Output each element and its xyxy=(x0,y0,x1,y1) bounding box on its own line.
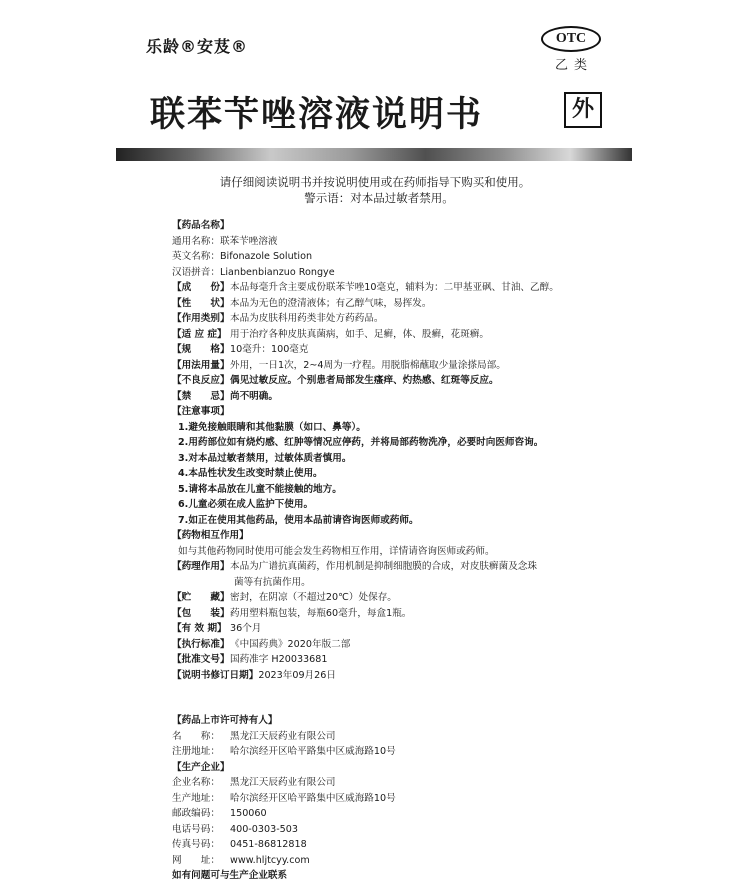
precaution-item: 5.请将本品放在儿童不能接触的地方。 xyxy=(178,483,342,495)
indication-text: 用于治疗各种皮肤真菌病，如手、足癣，体、股癣，花斑癣。 xyxy=(230,328,490,340)
spec-row xyxy=(172,342,628,358)
section-interaction: 【药物相互作用】 xyxy=(172,530,249,541)
holder-address: 哈尔滨经开区哈平路集中区威海路10号 xyxy=(230,746,396,757)
mfr-web: www.hljtcyy.com xyxy=(230,854,310,866)
pharmacology-text: 本品为广谱抗真菌药，作用机制是抑制细胞膜的合成，对皮肤癣菌及念珠 xyxy=(230,561,537,572)
brand-logo: 乐龄®安芨® xyxy=(146,37,249,56)
section-manufacturer: 【生产企业】 xyxy=(172,761,230,773)
approval-label: 【批准文号】 xyxy=(172,654,230,665)
precaution-item: 1.避免接触眼睛和其他黏膜（如口、鼻等）。 xyxy=(178,421,366,433)
mfr-postcode: 150060 xyxy=(230,808,267,819)
adverse-text: 偶见过敏反应。个别患者局部发生瘙痒、灼热感、红斑等反应。 xyxy=(230,375,499,386)
mfr-company-row xyxy=(172,775,628,791)
character-row xyxy=(172,296,628,312)
storage-label: 【贮 藏】 xyxy=(172,592,230,603)
adverse-label: 【不良反应】 xyxy=(172,375,230,386)
mfr-address-label: 生产地址： xyxy=(172,792,220,804)
precaution-item: 3.对本品过敏者禁用，过敏体质者慎用。 xyxy=(178,452,352,464)
package-text: 药用塑料瓶包装，每瓶60毫升，每盒1瓶。 xyxy=(230,607,412,619)
usage-row xyxy=(172,358,628,374)
storage-row xyxy=(172,590,628,606)
indication-row xyxy=(172,327,628,343)
character-text: 本品为无色的澄清液体；有乙醇气味，易挥发。 xyxy=(230,297,432,309)
section-precautions: 【注意事项】 xyxy=(172,406,230,417)
spec-label: 【规 格】 xyxy=(172,344,230,355)
composition-text: 本品每毫升含主要成份联苯苄唑10毫克，辅料为：二甲基亚砜、甘油、乙醇。 xyxy=(230,282,559,293)
composition-label: 【成 份】 xyxy=(172,282,230,293)
validity-row xyxy=(172,621,628,637)
precaution-item: 2.用药部位如有烧灼感、红肿等情况应停药，并将局部药物洗净，必要时向医师咨询。 xyxy=(178,437,544,448)
otc-class: 乙类 xyxy=(554,58,593,73)
package-label: 【包 装】 xyxy=(172,607,230,619)
mfr-phone-label: 电话号码： xyxy=(172,823,220,835)
spec-text: 10毫升：100毫克 xyxy=(230,344,309,355)
spacer xyxy=(172,683,628,698)
external-use-mark: 外 xyxy=(564,92,602,128)
mfr-fax-label: 传真号码： xyxy=(172,839,220,850)
mfr-address: 哈尔滨经开区哈平路集中区威海路10号 xyxy=(230,792,396,804)
mfr-contact-note: 如有问题可与生产企业联系 xyxy=(172,870,288,881)
mfr-fax-row xyxy=(172,837,628,853)
mfr-company: 黑龙江天辰药业有限公司 xyxy=(230,777,336,788)
storage-text: 密封，在阴凉（不超过20℃）处保存。 xyxy=(230,592,397,603)
validity-label: 【有 效 期】 xyxy=(172,623,227,634)
category-text: 本品为皮肤科用药类非处方药药品。 xyxy=(230,313,384,324)
english-name: 英文名称：Bifonazole Solution xyxy=(172,251,313,262)
precaution-item: 6.儿童必须在成人监护下使用。 xyxy=(178,499,314,510)
revision-label: 【说明书修订日期】 xyxy=(172,669,259,681)
mfr-phone: 400-0303-503 xyxy=(230,823,298,835)
mfr-web-label: 网 址： xyxy=(172,854,220,866)
mfr-web-row xyxy=(172,853,628,869)
holder-name: 黑龙江天辰药业有限公司 xyxy=(230,730,336,742)
pharmacology-row xyxy=(172,559,628,575)
document-title: 联苯苄唑溶液说明书 xyxy=(150,95,484,135)
composition-row xyxy=(172,280,628,296)
mfr-postcode-label: 邮政编码： xyxy=(172,808,220,819)
standard-text: 《中国药典》2020年版二部 xyxy=(230,638,351,650)
revision-text: 2023年09月26日 xyxy=(258,669,336,681)
mfr-fax: 0451-86812818 xyxy=(230,839,307,850)
precaution-item: 4.本品性状发生改变时禁止使用。 xyxy=(178,468,323,479)
pharmacology-text-cont: 菌等有抗菌作用。 xyxy=(234,576,311,588)
mfr-postcode-row xyxy=(172,806,628,822)
common-name: 通用名称：联苯苄唑溶液 xyxy=(172,235,278,247)
pinyin-name: 汉语拼音：Lianbenbianzuo Rongye xyxy=(172,266,335,278)
approval-text: 国药准字 H20033681 xyxy=(230,654,328,665)
holder-name-row xyxy=(172,729,628,745)
mfr-company-label: 企业名称： xyxy=(172,777,220,788)
standard-row xyxy=(172,637,628,653)
otc-label xyxy=(541,26,601,73)
contra-row xyxy=(172,389,628,405)
warning-notice: 警示语：对本品过敏者禁用。 xyxy=(304,191,454,205)
approval-row xyxy=(172,652,628,668)
contra-label: 【禁 忌】 xyxy=(172,390,230,402)
standard-label: 【执行标准】 xyxy=(172,638,230,650)
holder-address-row xyxy=(172,744,628,760)
validity-text: 36个月 xyxy=(230,623,262,634)
usage-text: 外用，一日1次，2~4周为一疗程。用脱脂棉蘸取少量涂搽局部。 xyxy=(230,359,506,371)
section-license-holder: 【药品上市许可持有人】 xyxy=(172,715,278,726)
indication-label: 【适 应 症】 xyxy=(172,328,227,340)
instruction-body xyxy=(172,218,628,884)
adverse-row xyxy=(172,373,628,389)
usage-notice: 请仔细阅读说明书并按说明使用或在药师指导下购买和使用。 xyxy=(219,175,531,189)
spacer xyxy=(172,698,628,713)
pharmacology-label: 【药理作用】 xyxy=(172,561,230,572)
category-label: 【作用类别】 xyxy=(172,313,230,324)
interaction-text: 如与其他药物同时使用可能会发生药物相互作用，详情请咨询医师或药师。 xyxy=(178,545,495,557)
precaution-item: 7.如正在使用其他药品，使用本品前请咨询医师或药师。 xyxy=(178,514,419,526)
contra-text: 尚不明确。 xyxy=(230,390,278,402)
category-row xyxy=(172,311,628,327)
usage-label: 【用法用量】 xyxy=(172,359,230,371)
mfr-address-row xyxy=(172,791,628,807)
header-divider-bar xyxy=(116,148,632,161)
character-label: 【性 状】 xyxy=(172,297,230,309)
revision-row xyxy=(172,668,628,684)
mfr-phone-row xyxy=(172,822,628,838)
package-row xyxy=(172,606,628,622)
holder-name-label: 名 称： xyxy=(172,730,220,742)
holder-address-label: 注册地址： xyxy=(172,746,220,757)
section-drug-name: 【药品名称】 xyxy=(172,220,230,231)
otc-badge: OTC xyxy=(541,26,601,52)
